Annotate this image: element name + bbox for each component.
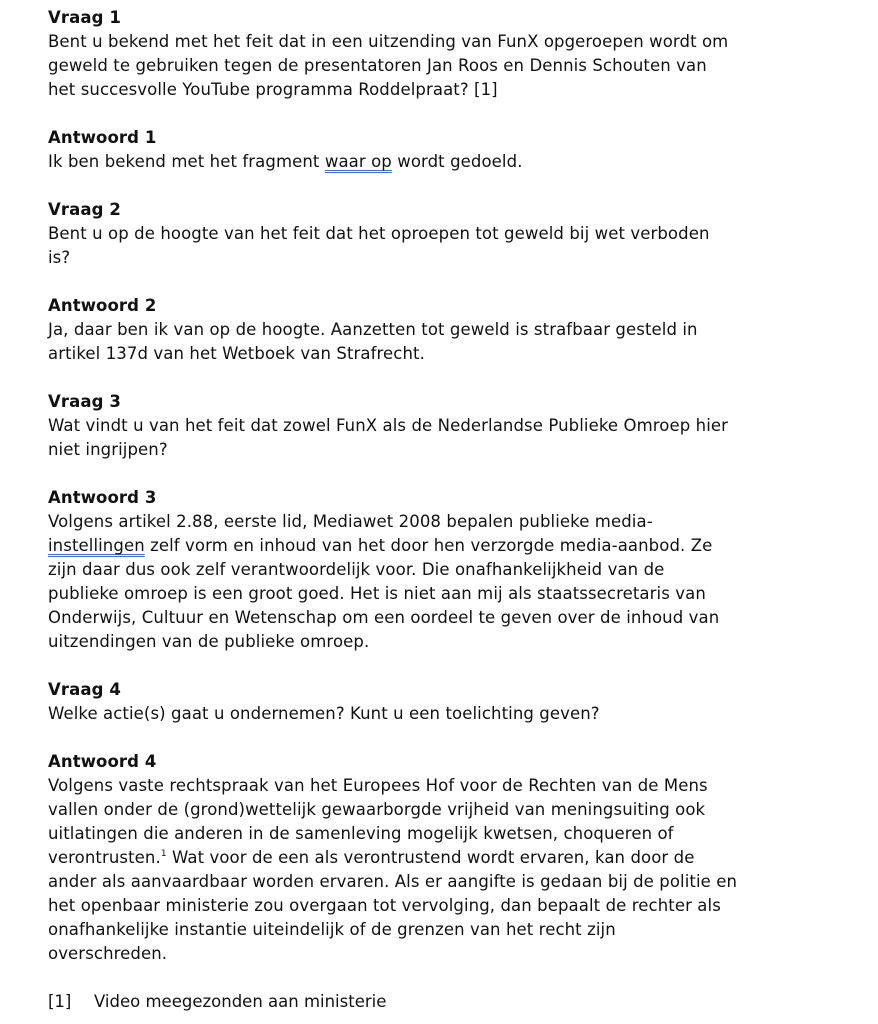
question-4-text (48, 702, 858, 726)
text-line: Wat vindt u van het feit dat zowel FunX als de Nederlandse Publieke Omroep hier (48, 416, 729, 435)
text-line: Bent u bekend met het feit dat in een uitzending van FunX opgeroepen wordt om (48, 32, 729, 51)
answer-2-heading: Antwoord 2 (48, 296, 157, 315)
answer-2-text (48, 318, 858, 366)
question-2-heading: Vraag 2 (48, 200, 121, 219)
text-line: geweld te gebruiken tegen de presentatoren Jan Roos en Dennis Schouten van (48, 56, 707, 75)
answer-4-text (48, 774, 858, 966)
answer-4-heading: Antwoord 4 (48, 752, 157, 771)
text-segment: verontrusten. (48, 848, 161, 867)
answer-2 (48, 294, 858, 366)
text-line: publieke omroep is een groot goed. Het is niet aan mij als staatssecretaris van (48, 584, 706, 603)
answer-1-heading: Antwoord 1 (48, 128, 157, 147)
answer-1 (48, 126, 858, 174)
text-line: het succesvolle YouTube programma Roddelpraat? [1] (48, 80, 498, 99)
text-line: zijn daar dus ook zelf verantwoordelijk voor. Die onafhankelijkheid van de (48, 560, 665, 579)
footnote-reference[interactable]: 1 (160, 849, 167, 859)
question-1 (48, 6, 858, 102)
text-segment: Wat voor de een als verontrustend wordt ervaren, kan door de (166, 848, 695, 867)
text-line: is? (48, 248, 71, 267)
spellcheck-marked-text: instellingen (48, 536, 145, 555)
footnote-marker: [1] (48, 992, 72, 1011)
text-line: ander als aanvaardbaar worden ervaren. Als er aangifte is gedaan bij de politie en (48, 872, 738, 891)
question-3 (48, 390, 858, 462)
question-1-heading: Vraag 1 (48, 8, 121, 27)
text-line: Volgens artikel 2.88, eerste lid, Mediawet 2008 bepalen publieke media- (48, 512, 653, 531)
text-line: het openbaar ministerie zou overgaan tot vervolging, dan bepaalt de rechter als (48, 896, 721, 915)
text-segment: zelf vorm en inhoud van het door hen verzorgde media-aanbod. Ze (144, 536, 713, 555)
text-line: niet ingrijpen? (48, 440, 168, 459)
text-line: overschreden. (48, 944, 168, 963)
question-4 (48, 678, 858, 726)
answer-3 (48, 486, 858, 654)
question-3-text (48, 414, 858, 462)
question-3-heading: Vraag 3 (48, 392, 121, 411)
question-1-text (48, 30, 858, 102)
question-4-heading: Vraag 4 (48, 680, 121, 699)
text-line: uitlatingen die anderen in de samenleving mogelijk kwetsen, choqueren of (48, 824, 674, 843)
text-line (48, 150, 858, 174)
answer-3-text (48, 510, 858, 654)
text-segment: Ik ben bekend met het fragment (48, 152, 325, 171)
text-line: artikel 137d van het Wetboek van Strafrecht. (48, 344, 425, 363)
answer-3-heading: Antwoord 3 (48, 488, 157, 507)
answer-1-text (48, 150, 858, 174)
text-line (48, 534, 858, 558)
text-line (48, 846, 858, 870)
footnote (48, 990, 386, 1014)
text-line: Onderwijs, Cultuur en Wetenschap om een oordeel te geven over de inhoud van (48, 608, 720, 627)
answer-4 (48, 750, 858, 966)
text-line: Volgens vaste rechtspraak van het Europees Hof voor de Rechten van de Mens (48, 776, 708, 795)
question-2 (48, 198, 858, 270)
question-2-text (48, 222, 858, 270)
text-line: vallen onder de (grond)wettelijk gewaarborgde vrijheid van meningsuiting ook (48, 800, 706, 819)
text-line: uitzendingen van de publieke omroep. (48, 632, 370, 651)
document-body (48, 6, 858, 990)
footnote-text: Video meegezonden aan ministerie (94, 992, 387, 1011)
text-line: Bent u op de hoogte van het feit dat het oproepen tot geweld bij wet verboden (48, 224, 710, 243)
spellcheck-marked-text: waar op (324, 152, 392, 171)
text-segment: wordt gedoeld. (391, 152, 523, 171)
text-line: Ja, daar ben ik van op de hoogte. Aanzetten tot geweld is strafbaar gesteld in (48, 320, 698, 339)
text-line: Welke actie(s) gaat u ondernemen? Kunt u een toelichting geven? (48, 704, 600, 723)
text-line: onafhankelijke instantie uiteindelijk of de grenzen van het recht zijn (48, 920, 616, 939)
